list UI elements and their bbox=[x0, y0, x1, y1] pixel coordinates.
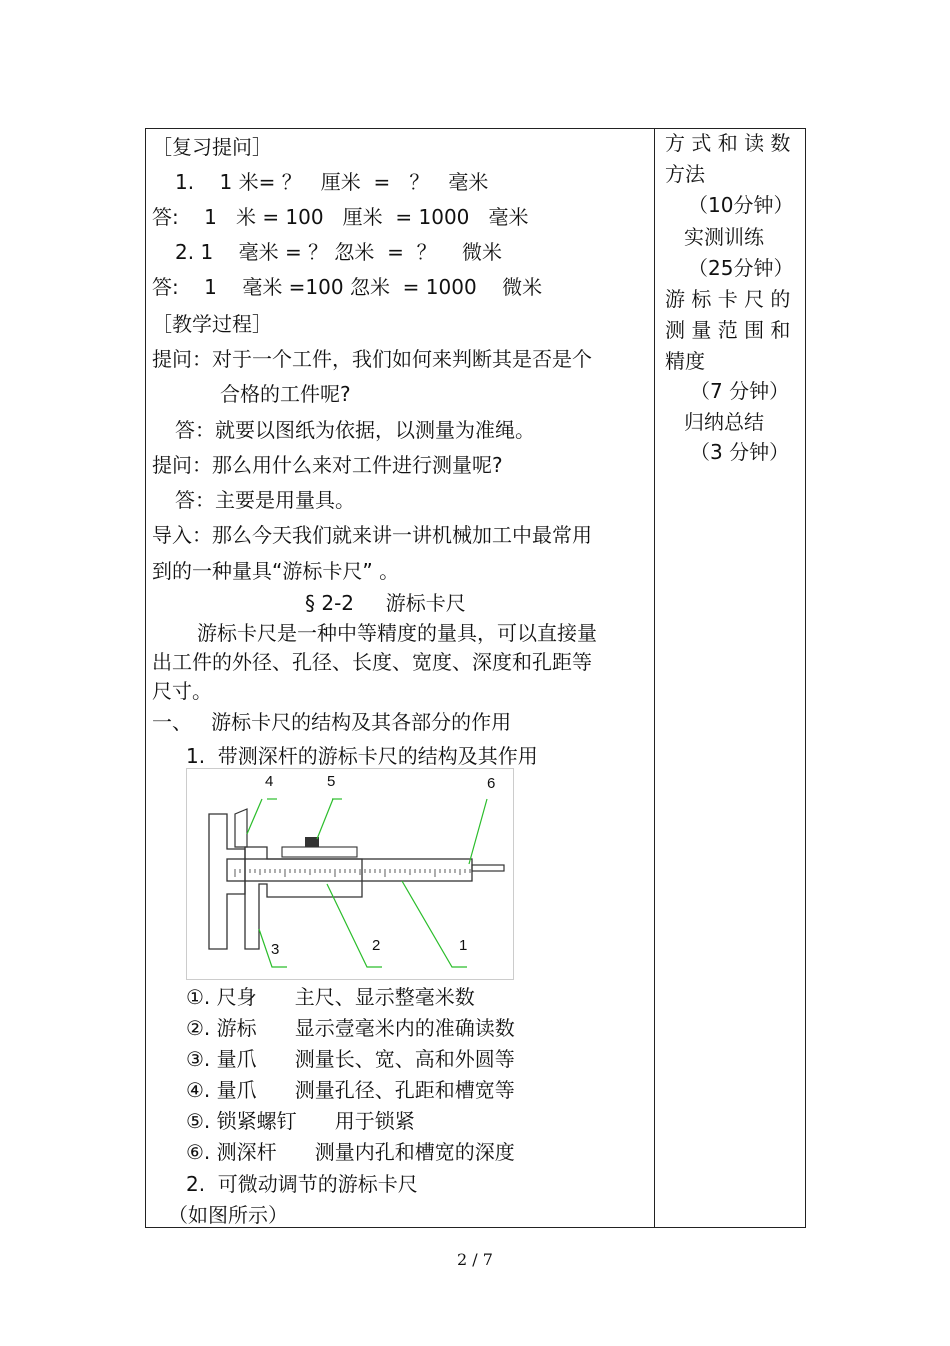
question-text: 提问：对于一个工件，我们如何来判断其是否是个 bbox=[152, 347, 592, 371]
review-header: ［复习提问］ bbox=[152, 135, 272, 159]
part-item: ⑥. 测深杆 测量内孔和槽宽的深度 bbox=[186, 1140, 515, 1164]
side-note: 方 式 和 读 数 bbox=[665, 131, 791, 155]
column-divider bbox=[654, 128, 655, 1228]
part-item: ④. 量爪 测量孔径、孔距和槽宽等 bbox=[186, 1078, 515, 1102]
figure-label-1: 1 bbox=[459, 937, 468, 954]
question-text-cont: 合格的工件呢? bbox=[220, 382, 351, 406]
figure-label-4: 4 bbox=[265, 773, 274, 790]
figure-label-5: 5 bbox=[327, 773, 336, 790]
side-note: 游 标 卡 尺 的 bbox=[665, 287, 791, 311]
side-time: （10分钟） bbox=[688, 193, 794, 217]
review-answer-1: 答: 1 米 = 100 厘米 = 1000 毫米 bbox=[152, 205, 529, 229]
review-question-1: 1. 1 米= ？ 厘米 = ？ 毫米 bbox=[175, 170, 489, 194]
part-item: ②. 游标 显示壹毫米内的准确读数 bbox=[186, 1016, 515, 1040]
figure-note: （如图所示） bbox=[168, 1203, 288, 1227]
answer-text-2: 答：主要是用量具。 bbox=[175, 488, 355, 512]
subheading-1: 1. 带测深杆的游标卡尺的结构及其作用 bbox=[186, 744, 538, 768]
side-note: 测 量 范 围 和 bbox=[665, 318, 791, 342]
part-item: ⑤. 锁紧螺钉 用于锁紧 bbox=[186, 1109, 415, 1133]
side-time: （25分钟） bbox=[688, 256, 794, 280]
side-note: 归纳总结 bbox=[684, 410, 764, 434]
side-note: 实测训练 bbox=[684, 225, 764, 249]
side-note: 精度 bbox=[665, 349, 705, 373]
page-number: 2 / 7 bbox=[457, 1250, 493, 1269]
subheading-2: 2. 可微动调节的游标卡尺 bbox=[186, 1172, 418, 1196]
paragraph-line: 出工件的外径、孔径、长度、宽度、深度和孔距等 bbox=[152, 650, 592, 674]
paragraph-line: 游标卡尺是一种中等精度的量具，可以直接量 bbox=[197, 621, 597, 645]
part-item: ①. 尺身 主尺、显示整毫米数 bbox=[186, 985, 475, 1009]
side-note: 方法 bbox=[665, 162, 705, 186]
side-time: （7 分钟） bbox=[690, 379, 790, 403]
intro-text-cont: 到的一种量具“游标卡尺” 。 bbox=[152, 559, 400, 583]
review-question-2: 2. 1 毫米 = ？ 忽米 = ？ 微米 bbox=[175, 240, 503, 264]
paragraph-line: 尺寸。 bbox=[152, 679, 212, 703]
figure-label-6: 6 bbox=[487, 775, 496, 792]
part-item: ③. 量爪 测量长、宽、高和外圆等 bbox=[186, 1047, 515, 1071]
section-title: § 2-2 游标卡尺 bbox=[305, 591, 466, 615]
side-time: （3 分钟） bbox=[690, 440, 790, 464]
answer-text: 答：就要以图纸为依据，以测量为准绳。 bbox=[175, 418, 535, 442]
intro-text: 导入：那么今天我们就来讲一讲机械加工中最常用 bbox=[152, 523, 592, 547]
process-header: ［教学过程］ bbox=[152, 312, 272, 336]
review-answer-2: 答: 1 毫米 =100 忽米 = 1000 微米 bbox=[152, 275, 543, 299]
figure-label-3: 3 bbox=[271, 941, 280, 958]
question-text-2: 提问：那么用什么来对工件进行测量呢? bbox=[152, 453, 503, 477]
figure-label-2: 2 bbox=[372, 937, 381, 954]
heading-structure: 一、 游标卡尺的结构及其各部分的作用 bbox=[152, 710, 512, 734]
caliper-figure bbox=[186, 768, 514, 980]
